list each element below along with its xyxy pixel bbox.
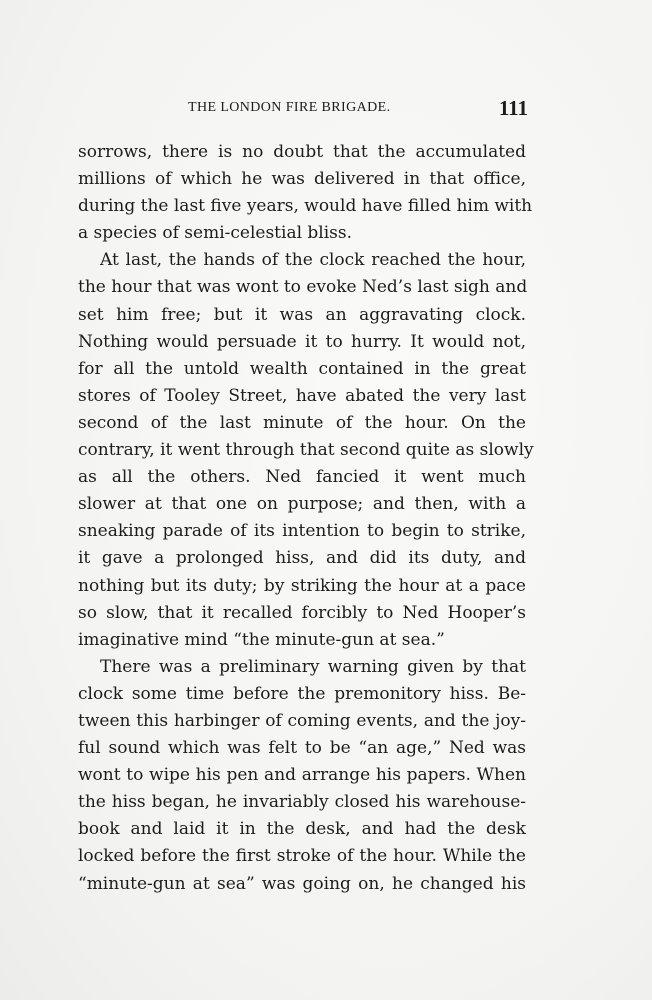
text-line: clock some time before the premonitory hiss. Be- (78, 683, 526, 704)
text-line: Nothing would persuade it to hurry. It would not, (78, 331, 526, 352)
text-line: so slow, that it recalled forcibly to Ned Hooper’s (78, 602, 526, 623)
text-line: stores of Tooley Street, have abated the very last (78, 385, 526, 406)
text-line: during the last five years, would have filled him with (78, 196, 533, 217)
text-line: for all the untold wealth contained in the great (78, 358, 526, 379)
text-line: There was a preliminary warning given by that (100, 656, 526, 677)
text-line: book and laid it in the desk, and had the desk (78, 819, 526, 840)
text-line: it gave a prolonged hiss, and did its duty, and (78, 548, 526, 569)
text-line: sneaking parade of its intention to begin to strike, (78, 521, 526, 542)
body-text (78, 139, 534, 898)
text-line: slower at that one on purpose; and then, with a (78, 494, 526, 515)
text-line: millions of which he was delivered in that office, (78, 169, 526, 190)
text-line: set him free; but it was an aggravating clock. (78, 304, 526, 325)
text-line: sorrows, there is no doubt that the accumulated (78, 142, 526, 162)
text-line: locked before the first stroke of the hour. While the (78, 846, 526, 867)
text-line: second of the last minute of the hour. On the (78, 412, 526, 433)
text-line: as all the others. Ned fancied it went much (78, 467, 526, 488)
text-line: tween this harbinger of coming events, and the joy- (78, 710, 526, 731)
running-head (188, 96, 528, 120)
text-line: ful sound which was felt to be “an age,” Ned was (78, 738, 526, 759)
text-line: wont to wipe his pen and arrange his papers. When (78, 765, 526, 786)
page-number: 111 (498, 96, 528, 120)
text-line: imaginative mind “the minute-gun at sea.” (78, 629, 445, 650)
text-line: “minute-gun at sea” was going on, he changed his (78, 873, 526, 894)
text-line: contrary, it went through that second quite as slowly (78, 440, 534, 461)
text-line: the hour that was wont to evoke Ned’s last sigh and (78, 277, 528, 298)
text-line: At last, the hands of the clock reached the hour, (100, 250, 526, 271)
running-title: THE LONDON FIRE BRIGADE. (188, 100, 391, 115)
text-line: the hiss began, he invariably closed his warehouse- (78, 792, 526, 813)
text-line: nothing but its duty; by striking the hour at a pace (78, 575, 526, 596)
text-line: a species of semi-celestial bliss. (78, 223, 353, 244)
